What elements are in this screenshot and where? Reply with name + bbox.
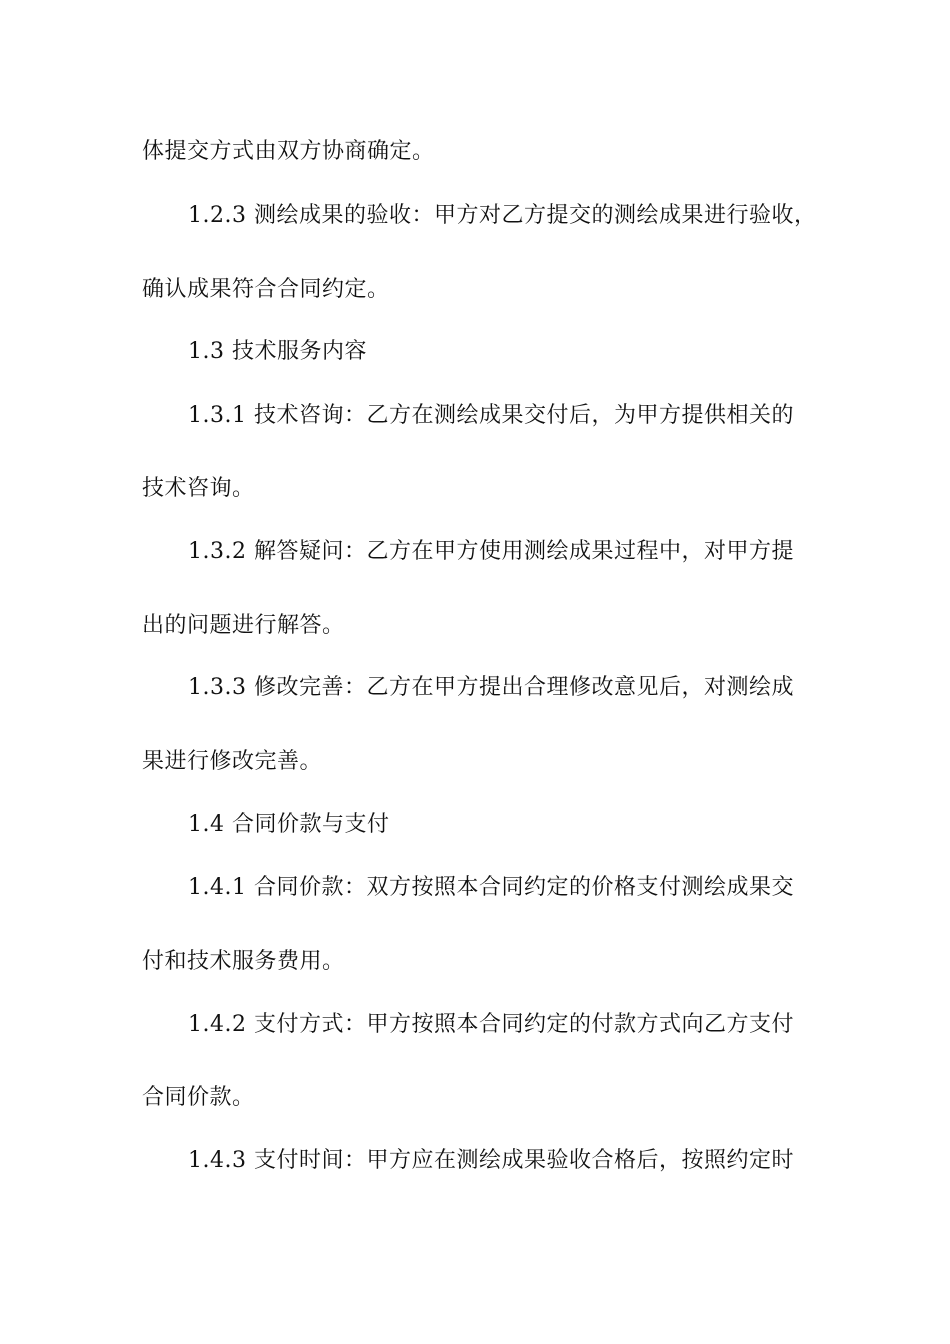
clause-1-3-3: 1.3.3 修改完善：乙方在甲方提出合理修改意见后，对测绘成	[188, 675, 794, 700]
clause-1-4-2: 1.4.2 支付方式：甲方按照本合同约定的付款方式向乙方支付	[188, 1012, 794, 1037]
clause-1-4-3: 1.4.3 支付时间：甲方应在测绘成果验收合格后，按照约定时	[188, 1148, 794, 1173]
clause-1-3-2: 1.3.2 解答疑问：乙方在甲方使用测绘成果过程中，对甲方提	[188, 539, 794, 564]
clause-1-4-1-continuation: 付和技术服务费用。	[142, 949, 345, 974]
clause-1-4-2-continuation: 合同价款。	[142, 1085, 255, 1110]
clause-1-3-1-continuation: 技术咨询。	[142, 476, 255, 501]
clause-1-2-3-continuation: 确认成果符合合同约定。	[142, 277, 390, 302]
clause-1-3-3-continuation: 果进行修改完善。	[142, 749, 323, 774]
clause-1-3-2-continuation: 出的问题进行解答。	[142, 613, 345, 638]
paragraph-continuation: 体提交方式由双方协商确定。	[142, 139, 435, 164]
clause-1-2-3: 1.2.3 测绘成果的验收：甲方对乙方提交的测绘成果进行验收，	[188, 203, 817, 228]
section-heading-1-4: 1.4 合同价款与支付	[188, 812, 390, 837]
section-heading-1-3: 1.3 技术服务内容	[188, 339, 367, 364]
clause-1-3-1: 1.3.1 技术咨询：乙方在测绘成果交付后，为甲方提供相关的	[188, 403, 794, 428]
clause-1-4-1: 1.4.1 合同价款：双方按照本合同约定的价格支付测绘成果交	[188, 875, 794, 900]
